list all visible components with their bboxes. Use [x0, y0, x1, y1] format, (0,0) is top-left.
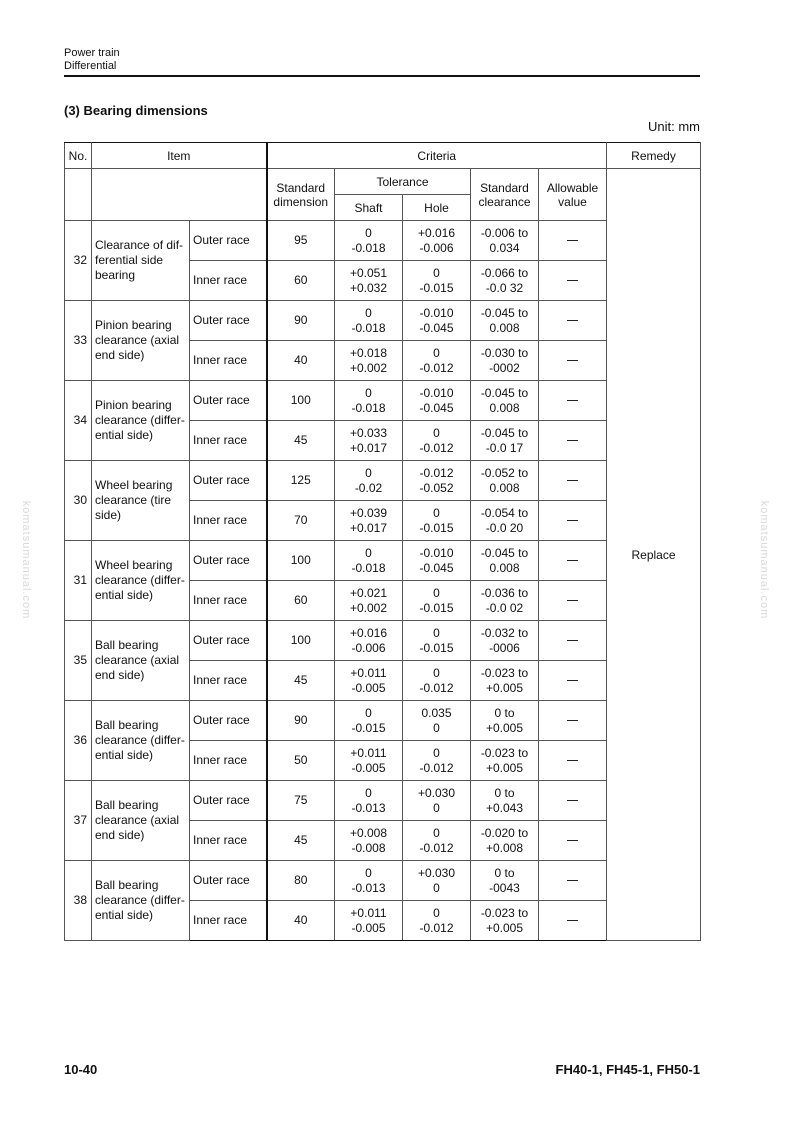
hole-tolerance — [403, 621, 471, 661]
shaft-tolerance-lower: -0.005 — [351, 760, 386, 775]
shaft-tolerance-upper: 0 — [365, 705, 372, 720]
shaft-tolerance-upper: +0.039 — [349, 505, 388, 520]
allowable-value — [539, 661, 607, 701]
standard-clearance-value-upper: 0 to — [494, 705, 515, 720]
item-name: Pinion bearing clearance (axial end side) — [92, 301, 190, 381]
standard-clearance-value-upper: -0.032 to — [480, 625, 529, 640]
dash-mark — [567, 280, 578, 281]
hole-tolerance-upper: +0.030 — [417, 785, 456, 800]
allowable-value — [539, 461, 607, 501]
shaft-tolerance-upper: +0.011 — [350, 905, 387, 920]
standard-dimension-value: 75 — [267, 781, 335, 821]
standard-clearance-value-upper: -0.023 to — [480, 665, 529, 680]
item-number: 33 — [65, 301, 92, 381]
hole-tolerance — [403, 381, 471, 421]
allowable-value — [539, 421, 607, 461]
hole-tolerance-lower: -0.012 — [419, 360, 454, 375]
shaft-tolerance-lower: -0.015 — [351, 720, 386, 735]
allowable-value — [539, 261, 607, 301]
table-row — [65, 301, 701, 341]
header-chapter: Power train — [64, 47, 120, 59]
shaft-tolerance-lower: +0.017 — [349, 440, 388, 455]
dash-mark — [567, 520, 578, 521]
item-name: Clearance of dif-ferential side bearing — [92, 221, 190, 301]
hole-tolerance — [403, 661, 471, 701]
dash-mark — [567, 840, 578, 841]
hole-tolerance-upper: +0.016 — [417, 225, 456, 240]
standard-clearance-value — [471, 861, 539, 901]
race-label: Inner race — [190, 821, 267, 861]
allowable-value — [539, 501, 607, 541]
header-row-1 — [65, 143, 701, 169]
dash-mark — [567, 640, 578, 641]
hole-tolerance — [403, 341, 471, 381]
col-criteria: Criteria — [267, 143, 607, 169]
standard-clearance-value-lower: -0.0 32 — [485, 280, 524, 295]
standard-dimension-value: 95 — [267, 221, 335, 261]
col-tolerance: Tolerance — [335, 169, 471, 195]
item-name: Wheel bearing clearance (differ-ential side) — [92, 541, 190, 621]
standard-clearance-value-upper: -0.066 to — [480, 265, 529, 280]
hole-tolerance-lower: -0.012 — [419, 840, 454, 855]
dash-mark — [567, 920, 578, 921]
unit-label: Unit: mm — [648, 119, 700, 134]
col-hole: Hole — [403, 195, 471, 221]
standard-clearance-value-upper: -0.036 to — [480, 585, 529, 600]
hole-tolerance-upper: -0.010 — [419, 545, 454, 560]
header-blank-no — [65, 169, 92, 221]
col-allowable-value: Allowable value — [539, 169, 607, 221]
shaft-tolerance-lower: -0.005 — [351, 920, 386, 935]
table-row — [65, 381, 701, 421]
hole-tolerance-lower: -0.045 — [419, 400, 454, 415]
shaft-tolerance — [335, 901, 403, 941]
shaft-tolerance-lower: +0.002 — [349, 360, 388, 375]
standard-clearance-value — [471, 381, 539, 421]
hole-tolerance — [403, 461, 471, 501]
standard-clearance-value — [471, 541, 539, 581]
shaft-tolerance — [335, 821, 403, 861]
standard-dimension-value: 100 — [267, 381, 335, 421]
standard-clearance-value — [471, 661, 539, 701]
standard-clearance-value — [471, 741, 539, 781]
table-row — [65, 621, 701, 661]
item-number: 38 — [65, 861, 92, 941]
standard-clearance-value-lower: -0.0 02 — [485, 600, 524, 615]
hole-tolerance — [403, 821, 471, 861]
standard-dimension-value: 45 — [267, 821, 335, 861]
standard-clearance-value-upper: -0.030 to — [480, 345, 529, 360]
standard-dimension-value: 80 — [267, 861, 335, 901]
standard-clearance-value-upper: -0.045 to — [480, 425, 529, 440]
table-row — [65, 461, 701, 501]
remedy-cell: Replace — [607, 169, 701, 941]
standard-clearance-value-upper: -0.045 to — [480, 545, 529, 560]
allowable-value — [539, 341, 607, 381]
dash-mark — [567, 440, 578, 441]
shaft-tolerance-lower: -0.018 — [351, 560, 386, 575]
race-label: Outer race — [190, 461, 267, 501]
standard-clearance-value-lower: 0.008 — [489, 400, 520, 415]
shaft-tolerance-upper: 0 — [365, 225, 372, 240]
standard-clearance-value — [471, 821, 539, 861]
dash-mark — [567, 800, 578, 801]
col-shaft: Shaft — [335, 195, 403, 221]
race-label: Inner race — [190, 501, 267, 541]
allowable-value — [539, 381, 607, 421]
standard-dimension-value: 45 — [267, 421, 335, 461]
dash-mark — [567, 560, 578, 561]
hole-tolerance-upper: 0 — [433, 905, 440, 920]
item-name: Pinion bearing clearance (differ-ential side) — [92, 381, 190, 461]
shaft-tolerance — [335, 221, 403, 261]
shaft-tolerance-lower: -0.018 — [351, 240, 386, 255]
hole-tolerance — [403, 581, 471, 621]
standard-clearance-value-lower: -0002 — [489, 360, 520, 375]
shaft-tolerance-lower: -0.013 — [351, 800, 386, 815]
standard-dimension-value: 45 — [267, 661, 335, 701]
standard-dimension-value: 70 — [267, 501, 335, 541]
hole-tolerance-lower: -0.012 — [419, 680, 454, 695]
hole-tolerance-lower: 0 — [433, 720, 440, 735]
item-number: 35 — [65, 621, 92, 701]
race-label: Inner race — [190, 741, 267, 781]
standard-clearance-value — [471, 901, 539, 941]
hole-tolerance-upper: 0 — [433, 665, 440, 680]
standard-clearance-value — [471, 781, 539, 821]
shaft-tolerance-lower: -0.013 — [351, 880, 386, 895]
standard-clearance-value-lower: +0.043 — [485, 800, 524, 815]
standard-dimension-value: 125 — [267, 461, 335, 501]
standard-clearance-value-upper: -0.054 to — [480, 505, 529, 520]
hole-tolerance-lower: -0.006 — [419, 240, 454, 255]
race-label: Inner race — [190, 341, 267, 381]
allowable-value — [539, 581, 607, 621]
hole-tolerance — [403, 781, 471, 821]
standard-clearance-value-upper: -0.006 to — [480, 225, 529, 240]
dash-mark — [567, 240, 578, 241]
standard-dimension-value: 100 — [267, 621, 335, 661]
shaft-tolerance-lower: -0.008 — [351, 840, 386, 855]
hole-tolerance-lower: -0.015 — [419, 640, 454, 655]
race-label: Inner race — [190, 421, 267, 461]
shaft-tolerance-upper: 0 — [365, 305, 372, 320]
race-label: Inner race — [190, 581, 267, 621]
hole-tolerance-upper: 0 — [433, 505, 440, 520]
hole-tolerance-lower: -0.015 — [419, 600, 454, 615]
hole-tolerance-upper: 0 — [433, 825, 440, 840]
standard-clearance-value — [471, 621, 539, 661]
hole-tolerance — [403, 901, 471, 941]
standard-clearance-value-upper: -0.045 to — [480, 385, 529, 400]
allowable-value — [539, 821, 607, 861]
standard-clearance-value-lower: -0043 — [489, 880, 520, 895]
table-row — [65, 781, 701, 821]
item-name: Ball bearing clearance (axial end side) — [92, 621, 190, 701]
hole-tolerance-lower: -0.012 — [419, 920, 454, 935]
shaft-tolerance-lower: -0.018 — [351, 400, 386, 415]
section-title: (3) Bearing dimensions — [64, 103, 208, 118]
standard-clearance-value — [471, 301, 539, 341]
col-standard-dimension: Standard dimension — [267, 169, 335, 221]
hole-tolerance-upper: 0 — [433, 265, 440, 280]
standard-clearance-value-lower: -0006 — [489, 640, 520, 655]
allowable-value — [539, 221, 607, 261]
col-remedy: Remedy — [607, 143, 701, 169]
item-number: 31 — [65, 541, 92, 621]
allowable-value — [539, 861, 607, 901]
standard-clearance-value-upper: -0.052 to — [480, 465, 529, 480]
race-label: Outer race — [190, 861, 267, 901]
hole-tolerance-lower: -0.045 — [419, 560, 454, 575]
standard-clearance-value-lower: 0.034 — [489, 240, 520, 255]
shaft-tolerance-lower: -0.005 — [351, 680, 386, 695]
allowable-value — [539, 901, 607, 941]
hole-tolerance-lower: -0.012 — [419, 760, 454, 775]
shaft-tolerance — [335, 541, 403, 581]
item-number: 34 — [65, 381, 92, 461]
allowable-value — [539, 701, 607, 741]
item-name: Wheel bearing clearance (tire side) — [92, 461, 190, 541]
hole-tolerance — [403, 301, 471, 341]
shaft-tolerance — [335, 421, 403, 461]
shaft-tolerance-upper: +0.011 — [350, 665, 387, 680]
race-label: Outer race — [190, 541, 267, 581]
hole-tolerance — [403, 501, 471, 541]
watermark-left: komatsumanual.com — [20, 500, 32, 620]
hole-tolerance-upper: -0.010 — [419, 385, 454, 400]
hole-tolerance-upper: 0.035 — [421, 705, 452, 720]
shaft-tolerance-lower: +0.032 — [349, 280, 388, 295]
dash-mark — [567, 480, 578, 481]
standard-clearance-value-lower: -0.0 17 — [485, 440, 524, 455]
hole-tolerance-upper: 0 — [433, 345, 440, 360]
standard-clearance-value-lower: +0.008 — [485, 840, 524, 855]
dash-mark — [567, 320, 578, 321]
shaft-tolerance — [335, 781, 403, 821]
hole-tolerance-upper: 0 — [433, 585, 440, 600]
header-section: Differential — [64, 60, 117, 72]
header-row-2 — [65, 169, 701, 195]
standard-clearance-value-upper: 0 to — [494, 865, 515, 880]
shaft-tolerance-upper: +0.008 — [349, 825, 388, 840]
standard-clearance-value-lower: 0.008 — [489, 320, 520, 335]
watermark-right: komatsumanual.com — [758, 500, 770, 620]
item-number: 32 — [65, 221, 92, 301]
hole-tolerance — [403, 741, 471, 781]
shaft-tolerance-upper: 0 — [365, 465, 372, 480]
standard-dimension-value: 40 — [267, 341, 335, 381]
bearing-dimensions-table — [64, 142, 701, 941]
item-number: 30 — [65, 461, 92, 541]
item-name: Ball bearing clearance (axial end side) — [92, 781, 190, 861]
allowable-value — [539, 301, 607, 341]
standard-dimension-value: 100 — [267, 541, 335, 581]
shaft-tolerance — [335, 301, 403, 341]
table-row — [65, 861, 701, 901]
shaft-tolerance-lower: +0.017 — [349, 520, 388, 535]
hole-tolerance-upper: -0.010 — [419, 305, 454, 320]
shaft-tolerance — [335, 861, 403, 901]
dash-mark — [567, 880, 578, 881]
col-standard-clearance: Standard clearance — [471, 169, 539, 221]
hole-tolerance — [403, 701, 471, 741]
dash-mark — [567, 760, 578, 761]
standard-clearance-value-lower: +0.005 — [485, 760, 524, 775]
table-row — [65, 701, 701, 741]
standard-dimension-value: 50 — [267, 741, 335, 781]
shaft-tolerance-upper: 0 — [365, 865, 372, 880]
hole-tolerance-lower: -0.045 — [419, 320, 454, 335]
standard-clearance-value-lower: +0.005 — [485, 920, 524, 935]
shaft-tolerance-upper: +0.033 — [349, 425, 388, 440]
shaft-tolerance — [335, 461, 403, 501]
shaft-tolerance-lower: +0.002 — [349, 600, 388, 615]
shaft-tolerance-upper: +0.051 — [349, 265, 388, 280]
shaft-tolerance-upper: +0.016 — [349, 625, 388, 640]
standard-clearance-value-lower: 0.008 — [489, 560, 520, 575]
dash-mark — [567, 600, 578, 601]
hole-tolerance — [403, 861, 471, 901]
shaft-tolerance — [335, 501, 403, 541]
hole-tolerance-upper: -0.012 — [419, 465, 454, 480]
hole-tolerance-upper: 0 — [433, 745, 440, 760]
race-label: Inner race — [190, 261, 267, 301]
standard-dimension-value: 40 — [267, 901, 335, 941]
item-number: 36 — [65, 701, 92, 781]
race-label: Outer race — [190, 621, 267, 661]
hole-tolerance-upper: +0.030 — [417, 865, 456, 880]
standard-clearance-value-lower: +0.005 — [485, 680, 524, 695]
shaft-tolerance-lower: -0.02 — [354, 480, 383, 495]
allowable-value — [539, 541, 607, 581]
standard-dimension-value: 90 — [267, 701, 335, 741]
allowable-value — [539, 741, 607, 781]
col-no: No. — [65, 143, 92, 169]
allowable-value — [539, 621, 607, 661]
item-name: Ball bearing clearance (differ-ential side) — [92, 861, 190, 941]
shaft-tolerance — [335, 741, 403, 781]
item-name: Ball bearing clearance (differ-ential side) — [92, 701, 190, 781]
hole-tolerance-lower: -0.012 — [419, 440, 454, 455]
shaft-tolerance-upper: 0 — [365, 545, 372, 560]
col-item: Item — [92, 143, 267, 169]
dash-mark — [567, 400, 578, 401]
hole-tolerance-upper: 0 — [433, 425, 440, 440]
standard-dimension-value: 60 — [267, 581, 335, 621]
standard-clearance-value-lower: 0.008 — [489, 480, 520, 495]
model-names: FH40-1, FH45-1, FH50-1 — [555, 1062, 700, 1077]
standard-clearance-value — [471, 341, 539, 381]
table-row — [65, 541, 701, 581]
standard-clearance-value-upper: -0.023 to — [480, 905, 529, 920]
allowable-value — [539, 781, 607, 821]
shaft-tolerance — [335, 661, 403, 701]
standard-clearance-value — [471, 221, 539, 261]
standard-clearance-value-lower: +0.005 — [485, 720, 524, 735]
shaft-tolerance-upper: 0 — [365, 785, 372, 800]
standard-dimension-value: 60 — [267, 261, 335, 301]
hole-tolerance-lower: -0.052 — [419, 480, 454, 495]
dash-mark — [567, 680, 578, 681]
hole-tolerance-lower: 0 — [433, 880, 440, 895]
standard-clearance-value — [471, 461, 539, 501]
shaft-tolerance-lower: -0.018 — [351, 320, 386, 335]
hole-tolerance-lower: -0.015 — [419, 520, 454, 535]
dash-mark — [567, 720, 578, 721]
shaft-tolerance-lower: -0.006 — [351, 640, 386, 655]
shaft-tolerance — [335, 341, 403, 381]
shaft-tolerance — [335, 261, 403, 301]
hole-tolerance — [403, 221, 471, 261]
standard-clearance-value — [471, 421, 539, 461]
standard-clearance-value-upper: 0 to — [494, 785, 515, 800]
standard-clearance-value — [471, 261, 539, 301]
standard-dimension-value: 90 — [267, 301, 335, 341]
standard-clearance-value-upper: -0.045 to — [480, 305, 529, 320]
page-number: 10-40 — [64, 1062, 98, 1077]
shaft-tolerance — [335, 701, 403, 741]
race-label: Outer race — [190, 301, 267, 341]
hole-tolerance-lower: -0.015 — [419, 280, 454, 295]
standard-clearance-value — [471, 581, 539, 621]
race-label: Inner race — [190, 661, 267, 701]
table-row — [65, 221, 701, 261]
hole-tolerance — [403, 541, 471, 581]
header-rule — [64, 75, 700, 77]
shaft-tolerance-upper: 0 — [365, 385, 372, 400]
standard-clearance-value — [471, 501, 539, 541]
hole-tolerance — [403, 421, 471, 461]
race-label: Outer race — [190, 701, 267, 741]
race-label: Outer race — [190, 781, 267, 821]
standard-clearance-value-lower: -0.0 20 — [485, 520, 524, 535]
race-label: Outer race — [190, 381, 267, 421]
dash-mark — [567, 360, 578, 361]
shaft-tolerance — [335, 381, 403, 421]
standard-clearance-value-upper: -0.020 to — [480, 825, 529, 840]
shaft-tolerance-upper: +0.018 — [349, 345, 388, 360]
running-header — [64, 47, 120, 73]
shaft-tolerance — [335, 581, 403, 621]
race-label: Inner race — [190, 901, 267, 941]
race-label: Outer race — [190, 221, 267, 261]
hole-tolerance-upper: 0 — [433, 625, 440, 640]
standard-clearance-value — [471, 701, 539, 741]
hole-tolerance-lower: 0 — [433, 800, 440, 815]
shaft-tolerance-upper: +0.011 — [350, 745, 387, 760]
shaft-tolerance-upper: +0.021 — [349, 585, 388, 600]
item-number: 37 — [65, 781, 92, 861]
hole-tolerance — [403, 261, 471, 301]
standard-clearance-value-upper: -0.023 to — [480, 745, 529, 760]
header-blank-item — [92, 169, 267, 221]
shaft-tolerance — [335, 621, 403, 661]
